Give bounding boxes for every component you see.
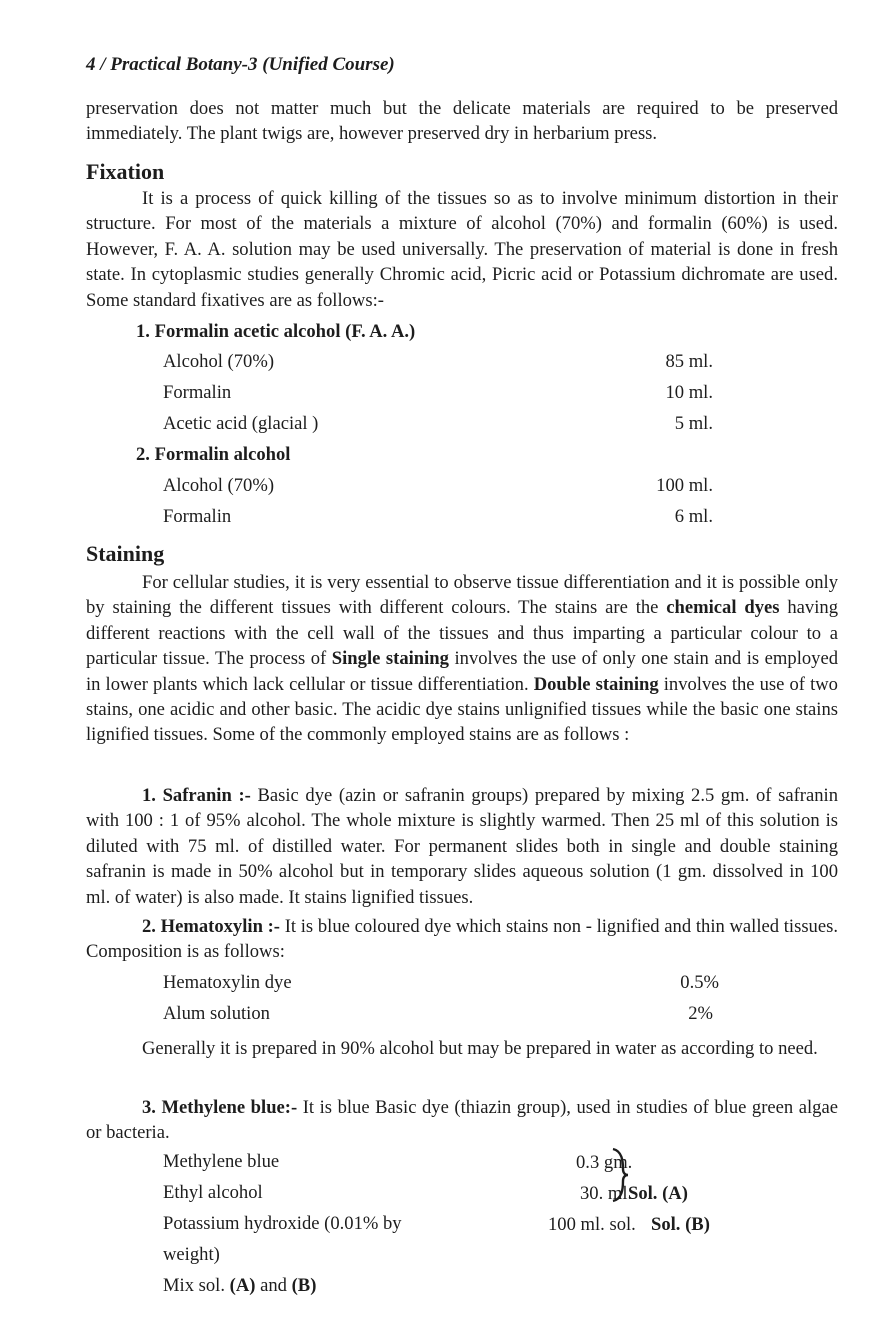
hematoxylin-label: 2. Hematoxylin :- [142, 916, 280, 937]
hem-item-qty: 0.5% [680, 972, 719, 993]
right-brace-icon [610, 1147, 632, 1203]
fixation-heading: Fixation [86, 159, 165, 184]
staining-heading: Staining [86, 541, 165, 566]
faa-item-qty: 85 ml. [665, 351, 713, 372]
sol-a-ref: (A) [229, 1275, 256, 1296]
fa-item-name: Formalin [163, 506, 232, 527]
fa-title: 2. Formalin alcohol [136, 444, 291, 465]
hem-item-name: Hematoxylin dye [163, 972, 292, 993]
faa-item-qty: 5 ml. [674, 413, 713, 434]
text-run: Mix sol. [163, 1275, 230, 1296]
text-run: involves the use of two stains, one acidic and other basic. The acidic dye stains unlignified tissues while the basic one stains lignified tissues. Some of the commonly employed stains are as follows : [86, 673, 838, 746]
hem-row [163, 1003, 713, 1025]
methylene-label: 3. Methylene blue:- [142, 1097, 298, 1118]
faa-item-name: Alcohol (70%) [163, 351, 275, 372]
faa-item-qty: 10 ml. [665, 382, 713, 403]
mb-sol-b: Sol. (B) [651, 1214, 710, 1235]
mb-item: weight) [163, 1244, 220, 1265]
mix-line [163, 1275, 316, 1297]
faa-row [163, 413, 713, 435]
text-run: For cellular studies, it is very essential to observe tissue differentiation and it is possible only by staining the different tissues with different colours. The stains are the [86, 572, 838, 619]
term-double-staining: Double staining [533, 673, 659, 695]
safranin-label: 1. Safranin :- [142, 785, 251, 806]
text-run: It is blue coloured dye which stains non - lignified and thin walled tissues. Composition is as follows: [86, 916, 838, 963]
text-run: Basic dye (azin or safranin groups) prepared by mixing 2.5 gm. of safranin with 100 : 1 of 95% alcohol. The whole mixture is slightly warmed. Then 25 ml of this solution is diluted with 75 ml. of distilled water. For permanent slides both in single and double staining safranin is made in 50% alcohol but in temporary slides aqueous solution (1 gm. dissolved in 100 ml. of water) is also made. It stains lignified tissues. [86, 785, 838, 908]
mb-qty: 0.3 gm. [576, 1152, 633, 1173]
fa-item-qty: 100 ml. [656, 475, 713, 496]
faa-title: 1. Formalin acetic alcohol (F. A. A.) [136, 321, 416, 342]
fa-item-qty: 6 ml. [674, 506, 713, 527]
text-run: It is blue Basic dye (thiazin group), used in studies of blue green algae or bacteria. [86, 1097, 838, 1144]
hem-item-qty: 2% [688, 1003, 713, 1024]
fa-item-name: Alcohol (70%) [163, 475, 275, 496]
text-run: involves the use of only one stain and is employed in lower plants which lack cellular or tissue differentiation. [86, 648, 839, 695]
text-run: having different reactions with the cell wall of the tissues and thus imparting a particular colour to a particular tissue. The process of [86, 597, 838, 670]
term-chemical-dyes: chemical dyes [666, 597, 780, 619]
hematoxylin-note: Generally it is prepared in 90% alcohol but may be prepared in water as according to need. [142, 1038, 818, 1059]
mb-item: Potassium hydroxide (0.01% by [163, 1213, 402, 1234]
fa-row [163, 475, 713, 497]
fixation-paragraph: It is a process of quick killing of the tissues so as to involve minimum distortion in their structure. For most of the materials a mixture of alcohol (70%) and formalin (60%) is used. However, F. A. A. solution may be used universally. The preservation of material is done in fresh state. In cytoplasmic studies generally Chromic acid, Picric acid or Potassium dichromate are used. Some standard fixatives are as follows:- [86, 188, 838, 311]
mb-qty: 100 ml. sol. [548, 1214, 636, 1235]
faa-item-name: Formalin [163, 382, 232, 403]
faa-row [163, 351, 713, 373]
sol-b-ref: (B) [291, 1275, 317, 1296]
mb-item: Ethyl alcohol [163, 1182, 263, 1203]
mb-qty: 30. ml. [580, 1183, 633, 1204]
methylene-paragraph [86, 1095, 838, 1146]
hematoxylin-paragraph [86, 914, 838, 965]
staining-paragraph [86, 570, 838, 748]
mb-sol-a: Sol. (A) [628, 1183, 688, 1204]
faa-row [163, 382, 713, 404]
running-head: 4 / Practical Botany-3 (Unified Course) [86, 54, 395, 75]
hem-item-name: Alum solution [163, 1003, 270, 1024]
mb-item: Methylene blue [163, 1151, 280, 1172]
safranin-paragraph [86, 783, 838, 910]
faa-item-name: Acetic acid (glacial ) [163, 413, 319, 434]
fa-row [163, 506, 713, 528]
hem-row [163, 972, 719, 994]
intro-paragraph: preservation does not matter much but the delicate materials are required to be preserved immediately. The plant twigs are, however preserved dry in herbarium press. [86, 98, 838, 145]
term-single-staining: Single staining [331, 648, 449, 670]
text-run: and [255, 1275, 292, 1296]
